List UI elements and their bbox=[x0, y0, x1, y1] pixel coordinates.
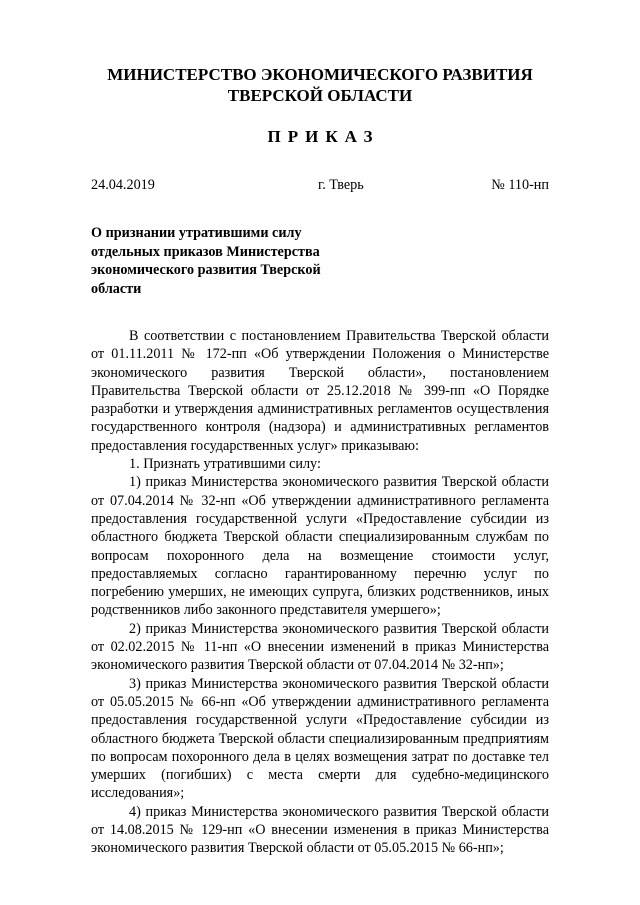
list-item-3: 3) приказ Министерства экономического развития Тверской области от 05.05.2015 № 66-нп «Об утверждении административного регламента предоставления государственной услуги «Предоставление субсидии из областного бюджета Тверской области специализированным предприятиям по вопросам похоронного дела в целях возмещения затрат по доставке тел умерших (погибших) с места смерти для судебно-медицинского исследования»; bbox=[91, 675, 549, 802]
document-date: 24.04.2019 bbox=[91, 177, 155, 193]
list-item-1: 1) приказ Министерства экономического развития Тверской области от 07.04.2014 № 32-нп «Об утверждении административного регламента предоставления государственной услуги «Предоставление субсидии из областного бюджета Тверской области специализированным службам по вопросам похоронного дела на возмещение стоимости услуг, предоставляемых согласно гарантированному перечню услуг по погребению умерших, не имеющих супруга, близких родственников, иных родственников либо законного представителя умершего»; bbox=[91, 474, 549, 619]
preamble-paragraph: В соответствии с постановлением Правительства Тверской области от 01.11.2011 № 172-пп «Об утверждении Положения о Министерстве экономического развития Тверской области», постановлением Правительства Тверской области от 25.12.2018 № 399-пп «О Порядке разработки и утверждения административных регламентов осуществления государственного контроля (надзора) и административных регламентов предоставления государственных услуг» приказываю: bbox=[91, 328, 549, 454]
list-item-2: 2) приказ Министерства экономического развития Тверской области от 02.02.2015 № 11-нп «О внесении изменений в приказ Министерства экономического развития Тверской области от 07.04.2014 № 32-нп»; bbox=[91, 620, 549, 674]
document-meta bbox=[91, 176, 549, 196]
document-subject bbox=[91, 224, 366, 298]
document-number: № 110-нп bbox=[491, 177, 549, 193]
document-type: ПРИКАЗ bbox=[267, 127, 380, 146]
point-1-paragraph: 1. Признать утратившими силу: bbox=[129, 456, 321, 473]
list-item-4: 4) приказ Министерства экономического развития Тверской области от 14.08.2015 № 129-нп «О внесении изменения в приказ Министерства экономического развития Тверской области от 05.05.2015 № 66-нп»; bbox=[91, 803, 549, 857]
ministry-title-line1: МИНИСТЕРСТВО ЭКОНОМИЧЕСКОГО РАЗВИТИЯ bbox=[107, 65, 533, 84]
ministry-title-line2: ТВЕРСКОЙ ОБЛАСТИ bbox=[227, 86, 413, 105]
subject-line3: экономического развития Тверской bbox=[91, 262, 321, 278]
subject-line2: отдельных приказов Министерства bbox=[91, 243, 320, 260]
ministry-title bbox=[0, 64, 640, 106]
subject-line4: области bbox=[91, 280, 142, 297]
document-body bbox=[91, 327, 549, 858]
subject-line1: О признании утратившими силу bbox=[91, 225, 302, 241]
document-city: г. Тверь bbox=[318, 177, 364, 193]
